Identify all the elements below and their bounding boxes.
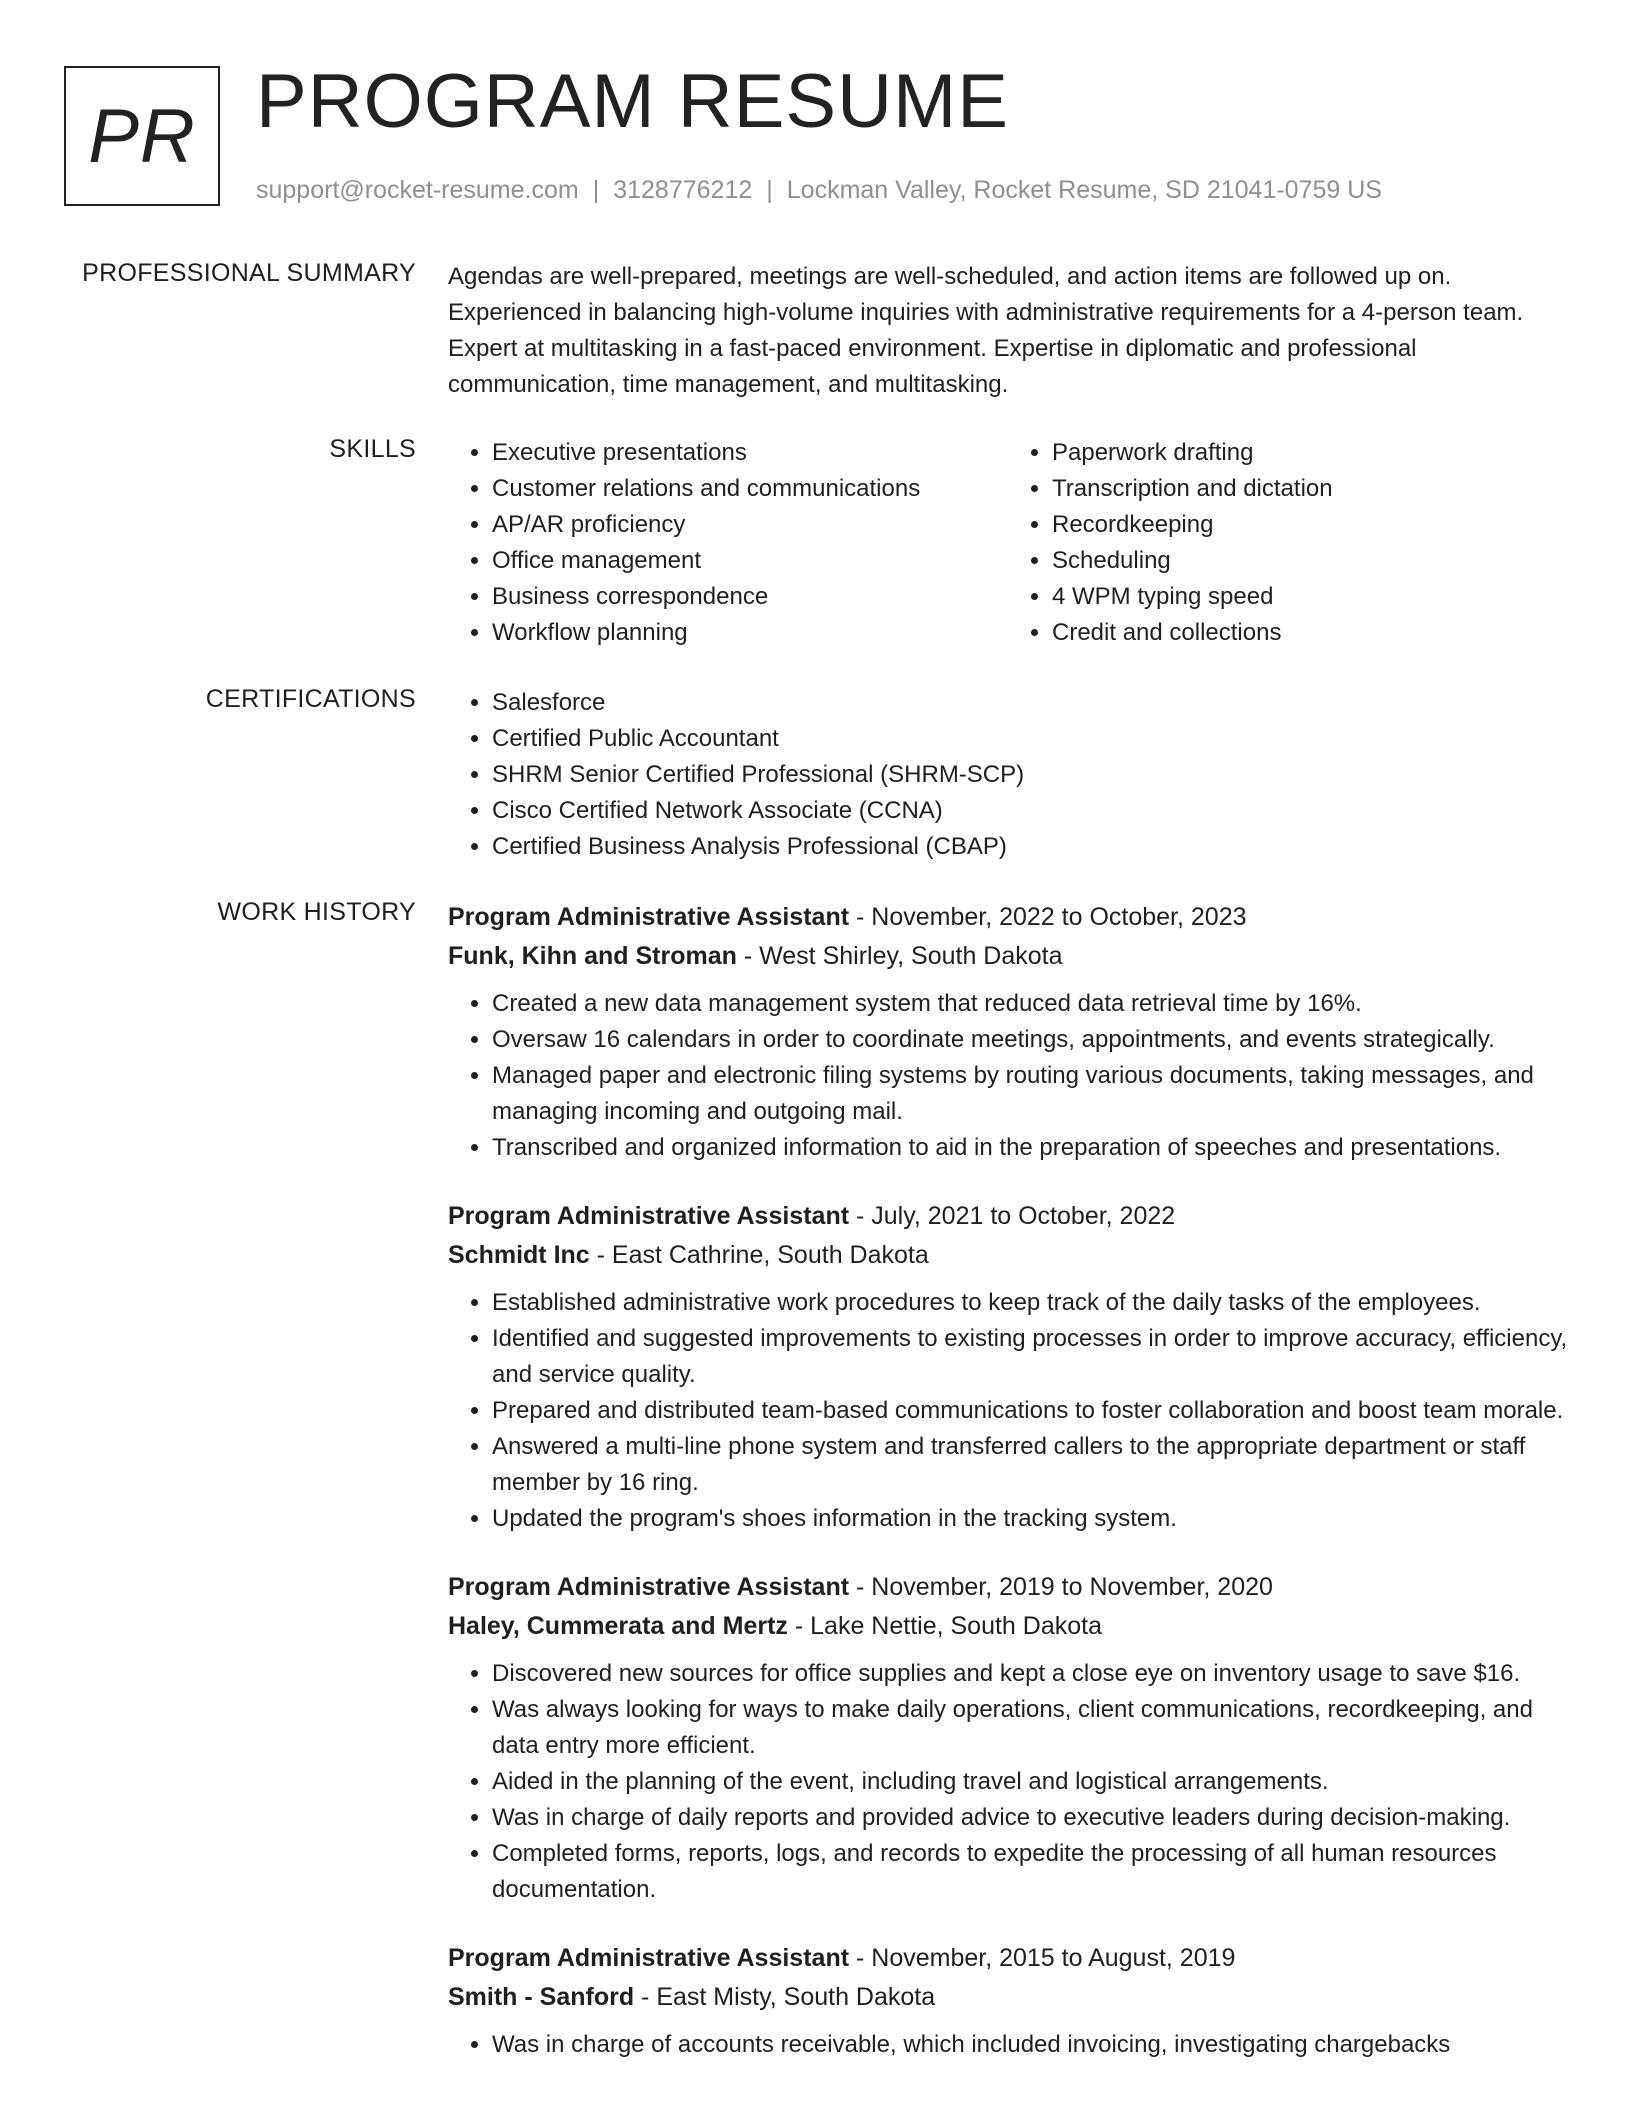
job-bullet: • Created a new data management system that reduced data retrieval time by 16%. bbox=[492, 986, 1568, 1022]
job-bullet: • Aided in the planning of the event, including travel and logistical arrangements. bbox=[492, 1764, 1568, 1800]
section-label-skills: SKILLS bbox=[329, 435, 416, 463]
skill-item: • Office management bbox=[492, 543, 1008, 579]
job-bullet: • Oversaw 16 calendars in order to coordinate meetings, appointments, and events strategically. bbox=[492, 1022, 1568, 1058]
skill-item: • Scheduling bbox=[1052, 543, 1568, 579]
contact-line bbox=[256, 176, 1382, 205]
skill-item: • Credit and collections bbox=[1052, 615, 1568, 651]
job-bullet: • Prepared and distributed team-based communications to foster collaboration and boost team morale. bbox=[492, 1393, 1568, 1429]
skill-item: • Recordkeeping bbox=[1052, 507, 1568, 543]
job-company-line bbox=[448, 1236, 1568, 1275]
resume-name: PROGRAM RESUME bbox=[256, 59, 1009, 144]
job-title-line bbox=[448, 1197, 1568, 1236]
job-bullet: • Managed paper and electronic filing systems by routing various documents, taking messages, and managing incoming and outgoing mail. bbox=[492, 1058, 1568, 1130]
section-label-work-history: WORK HISTORY bbox=[217, 898, 416, 926]
job-bullet: • Discovered new sources for office supplies and kept a close eye on inventory usage to save $16. bbox=[492, 1656, 1568, 1692]
skill-item: • AP/AR proficiency bbox=[492, 507, 1008, 543]
job-title-line bbox=[448, 898, 1568, 937]
skill-item: • 4 WPM typing speed bbox=[1052, 579, 1568, 615]
job-location: - Lake Nettie, South Dakota bbox=[787, 1612, 1102, 1640]
certification-item: • Salesforce bbox=[492, 685, 1568, 721]
job-bullets bbox=[448, 986, 1568, 1166]
job-location: - East Cathrine, South Dakota bbox=[589, 1241, 929, 1269]
job-company-line bbox=[448, 1607, 1568, 1646]
job-bullet: • Identified and suggested improvements to existing processes in order to improve accuracy, efficiency, and service quality. bbox=[492, 1321, 1568, 1393]
job-bullet: • Was in charge of accounts receivable, which included invoicing, investigating chargebacks bbox=[492, 2027, 1568, 2063]
certification-item: • SHRM Senior Certified Professional (SHRM-SCP) bbox=[492, 757, 1568, 793]
job-company: Smith - Sanford bbox=[448, 1983, 635, 2011]
contact-separator: | bbox=[592, 176, 600, 204]
job-title-line bbox=[448, 1939, 1568, 1978]
job-company: Funk, Kihn and Stroman bbox=[448, 942, 737, 970]
job-company: Haley, Cummerata and Mertz bbox=[448, 1612, 788, 1640]
skill-item: • Customer relations and communications bbox=[492, 471, 1008, 507]
job-dates: - November, 2022 to October, 2023 bbox=[849, 903, 1247, 931]
job-bullets bbox=[448, 1656, 1568, 1908]
section-label-certifications: CERTIFICATIONS bbox=[205, 685, 416, 713]
job-dates: - November, 2019 to November, 2020 bbox=[849, 1573, 1273, 1601]
job-title-line bbox=[448, 1568, 1568, 1607]
job-entry bbox=[448, 898, 1568, 1166]
skill-item: • Transcription and dictation bbox=[1052, 471, 1568, 507]
job-title: Program Administrative Assistant bbox=[448, 1573, 850, 1601]
certifications-body bbox=[448, 685, 1568, 865]
job-dates: - July, 2021 to October, 2022 bbox=[849, 1202, 1176, 1230]
skills-list-left bbox=[448, 435, 1008, 651]
job-bullet: • Completed forms, reports, logs, and records to expedite the processing of all human resources documentation. bbox=[492, 1836, 1568, 1908]
job-bullets bbox=[448, 2027, 1568, 2063]
skills-columns bbox=[448, 435, 1568, 651]
summary-text: Agendas are well-prepared, meetings are well-scheduled, and action items are followed up on. Experienced in balancing high-volume inquiries with administrative requirements for a 4-person team. Expert at multitasking in a fast-paced environment. Expertise in diplomatic and professional communication, time management, and multitasking. bbox=[448, 263, 1524, 398]
job-bullet: • Was always looking for ways to make daily operations, client communications, recordkeeping, and data entry more efficient. bbox=[492, 1692, 1568, 1764]
job-bullet: • Answered a multi-line phone system and transferred callers to the appropriate department or staff member by 16 ring. bbox=[492, 1429, 1568, 1501]
contact-address: Lockman Valley, Rocket Resume, SD 21041-0759 US bbox=[786, 176, 1382, 204]
certification-item: • Cisco Certified Network Associate (CCNA) bbox=[492, 793, 1568, 829]
skills-list-right bbox=[1008, 435, 1568, 651]
skill-item: • Executive presentations bbox=[492, 435, 1008, 471]
section-label-summary: PROFESSIONAL SUMMARY bbox=[82, 259, 416, 287]
job-dates: - November, 2015 to August, 2019 bbox=[849, 1944, 1236, 1972]
job-location: - West Shirley, South Dakota bbox=[736, 942, 1063, 970]
job-title: Program Administrative Assistant bbox=[448, 1202, 850, 1230]
contact-phone: 3128776212 bbox=[613, 176, 753, 204]
job-title: Program Administrative Assistant bbox=[448, 1944, 850, 1972]
job-bullet: • Transcribed and organized information to aid in the preparation of speeches and presentations. bbox=[492, 1130, 1568, 1166]
job-entry bbox=[448, 1568, 1568, 1908]
job-location: - East Misty, South Dakota bbox=[634, 1983, 936, 2011]
job-company-line bbox=[448, 937, 1568, 976]
job-entry bbox=[448, 1939, 1568, 2063]
job-bullet: • Updated the program's shoes information in the tracking system. bbox=[492, 1501, 1568, 1537]
job-company-line bbox=[448, 1978, 1568, 2017]
job-bullet: • Established administrative work procedures to keep track of the daily tasks of the employees. bbox=[492, 1285, 1568, 1321]
job-company: Schmidt Inc bbox=[448, 1241, 590, 1269]
work-history-body bbox=[448, 898, 1568, 2094]
skill-item: • Business correspondence bbox=[492, 579, 1008, 615]
skill-item: • Workflow planning bbox=[492, 615, 1008, 651]
job-bullets bbox=[448, 1285, 1568, 1537]
contact-separator: | bbox=[766, 176, 773, 204]
monogram-box bbox=[64, 66, 220, 206]
job-bullet: • Was in charge of daily reports and provided advice to executive leaders during decision-making. bbox=[492, 1800, 1568, 1836]
job-title: Program Administrative Assistant bbox=[448, 903, 850, 931]
certification-item: • Certified Public Accountant bbox=[492, 721, 1568, 757]
contact-email: support@rocket-resume.com bbox=[256, 176, 579, 204]
certification-item: • Certified Business Analysis Professional (CBAP) bbox=[492, 829, 1568, 865]
monogram-initials: PR bbox=[88, 93, 196, 179]
certifications-list bbox=[448, 685, 1568, 865]
job-entry bbox=[448, 1197, 1568, 1537]
skill-item: • Paperwork drafting bbox=[1052, 435, 1568, 471]
